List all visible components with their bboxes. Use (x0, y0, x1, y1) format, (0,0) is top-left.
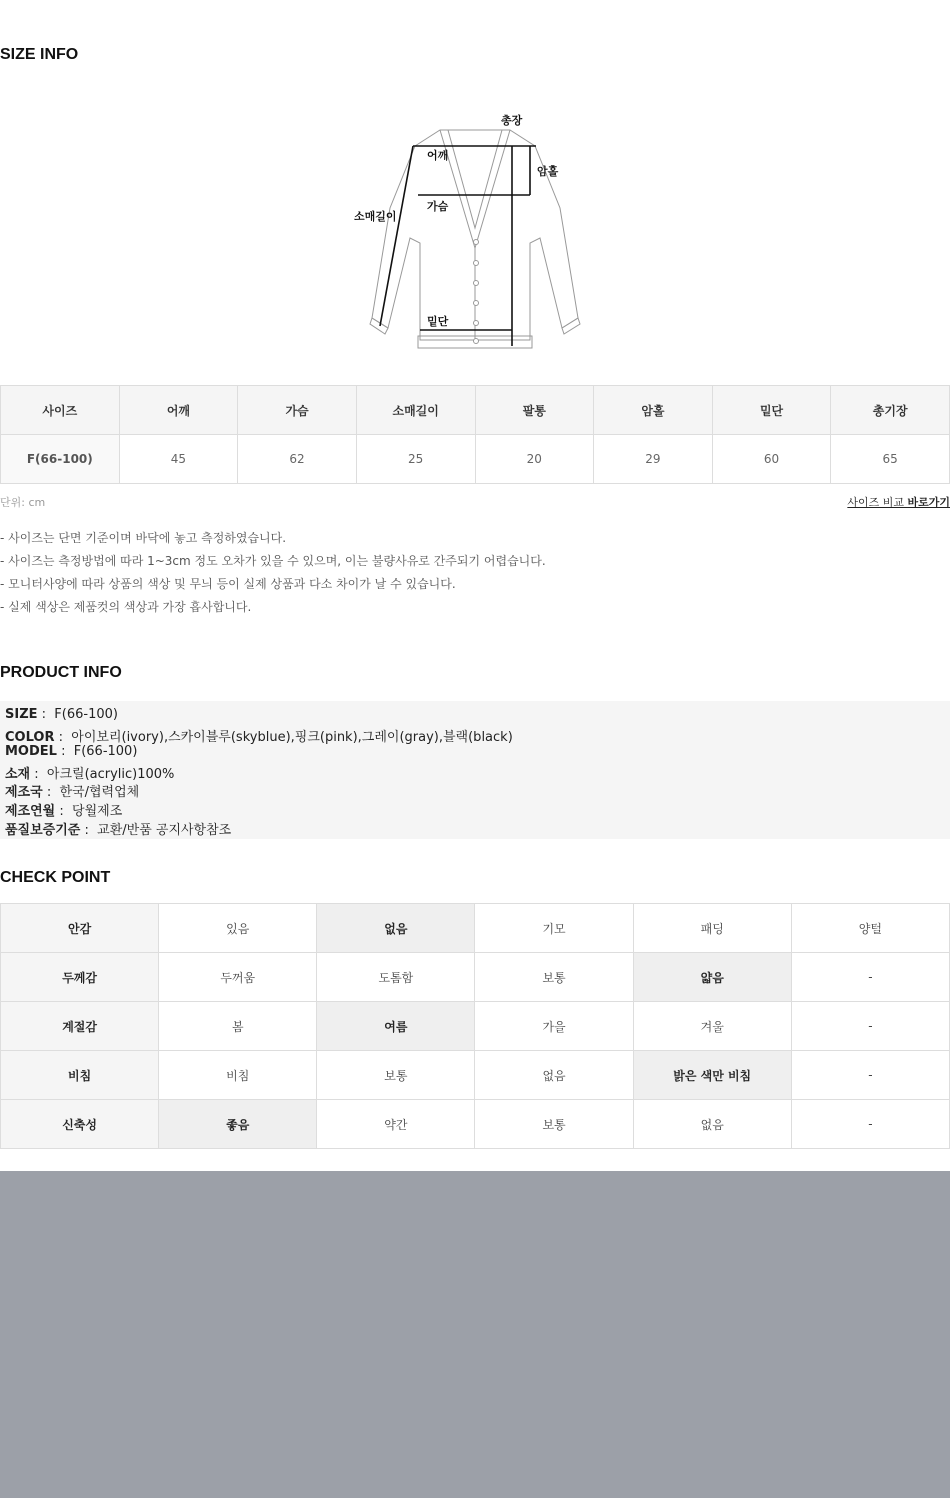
product-info-title: PRODUCT INFO (0, 664, 122, 681)
check-option-selected: 여름 (317, 1002, 475, 1051)
product-info-label: MODEL (5, 744, 57, 759)
value-cell: 20 (475, 435, 594, 484)
product-info-box (0, 701, 950, 839)
product-info-label: 소재 (5, 767, 31, 782)
header-cell: 팔통 (475, 386, 594, 435)
note-line: - 실제 색상은 제품컷의 색상과 가장 흡사합니다. (0, 600, 252, 614)
check-option: 없음 (633, 1100, 791, 1149)
product-info-value: 아이보리(ivory),스카이블루(skyblue),핑크(pink),그레이(gray),블랙(black) (71, 730, 513, 745)
header-cell: 어깨 (119, 386, 238, 435)
check-option-selected: 없음 (317, 904, 475, 953)
label-shoulder: 어깨 (427, 149, 449, 162)
note-line: - 모니터사양에 따라 상품의 색상 및 무늬 등이 실제 상품과 다소 차이가 날 수 있습니다. (0, 577, 456, 591)
label-sleeve: 소매길이 (354, 210, 397, 223)
product-info-label: 제조연월 (5, 804, 56, 819)
product-info-row: 제조연월 : 당월제조 (5, 804, 123, 819)
check-option: 기모 (475, 904, 633, 953)
product-info-row: 품질보증기준 : 교환/반품 공지사항참조 (5, 823, 232, 838)
table-row (1, 435, 950, 484)
label-hem: 밑단 (427, 315, 449, 328)
header-cell: 암홀 (594, 386, 713, 435)
check-label: 안감 (1, 904, 159, 953)
product-info-label: 제조국 (5, 785, 43, 800)
header-cell: 소매길이 (356, 386, 475, 435)
size-table-header (1, 386, 950, 435)
size-notes (0, 527, 546, 619)
cardigan-size-diagram (340, 108, 600, 358)
table-row (1, 1051, 950, 1100)
check-option: - (791, 1100, 949, 1149)
check-option: 겨울 (633, 1002, 791, 1051)
product-info-label: SIZE (5, 707, 38, 722)
value-cell: 65 (831, 435, 950, 484)
product-info-value: 한국/협력업체 (59, 785, 140, 800)
check-label: 두께감 (1, 953, 159, 1002)
cardigan-illustration (340, 108, 600, 358)
check-option: 있음 (159, 904, 317, 953)
check-option: 보통 (475, 953, 633, 1002)
product-info-value: 교환/반품 공지사항참조 (97, 823, 232, 838)
product-info-label: 품질보증기준 (5, 823, 81, 838)
label-chest: 가슴 (427, 200, 449, 213)
product-info-value: 아크릴(acrylic)100% (46, 767, 175, 782)
check-option: 없음 (475, 1051, 633, 1100)
table-row (1, 904, 950, 953)
value-cell: 62 (238, 435, 357, 484)
note-line: - 사이즈는 단면 기준이며 바닥에 놓고 측정하였습니다. (0, 531, 287, 545)
table-row (1, 1100, 950, 1149)
value-cell: 45 (119, 435, 238, 484)
check-option: - (791, 1002, 949, 1051)
header-cell: 가슴 (238, 386, 357, 435)
check-option: 두꺼움 (159, 953, 317, 1002)
table-row (1, 1002, 950, 1051)
check-option: 약간 (317, 1100, 475, 1149)
product-info-label: COLOR (5, 730, 55, 745)
check-option-selected: 얇음 (633, 953, 791, 1002)
image-placeholder-area (0, 1171, 950, 1498)
compare-link-text: 바로가기 (907, 496, 950, 509)
value-cell: 60 (712, 435, 831, 484)
table-row (1, 953, 950, 1002)
check-option: - (791, 953, 949, 1002)
value-cell: 25 (356, 435, 475, 484)
check-option: - (791, 1051, 949, 1100)
product-info-row: 제조국 : 한국/협력업체 (5, 785, 140, 800)
check-option: 비침 (159, 1051, 317, 1100)
product-info-row: MODEL : F(66-100) (5, 744, 138, 759)
check-option: 가을 (475, 1002, 633, 1051)
check-label: 비침 (1, 1051, 159, 1100)
label-total-length: 총장 (501, 114, 523, 127)
check-option: 봄 (159, 1002, 317, 1051)
product-info-value: 당월제조 (72, 804, 123, 819)
check-label: 신축성 (1, 1100, 159, 1149)
check-point-title: CHECK POINT (0, 869, 111, 886)
unit-label: 단위: cm (0, 496, 46, 509)
check-point-table (0, 903, 950, 1149)
header-cell: 사이즈 (1, 386, 120, 435)
check-label: 계절감 (1, 1002, 159, 1051)
note-line: - 사이즈는 측정방법에 따라 1~3cm 정도 오차가 있을 수 있으며, 이는 불량사유로 간주되기 어렵습니다. (0, 554, 546, 568)
header-cell: 총기장 (831, 386, 950, 435)
product-info-row: 소재 : 아크릴(acrylic)100% (5, 767, 175, 782)
check-option: 보통 (317, 1051, 475, 1100)
size-compare-link[interactable] (847, 494, 950, 510)
check-option: 도톰함 (317, 953, 475, 1002)
header-cell: 밑단 (712, 386, 831, 435)
size-table (0, 385, 950, 484)
product-info-value: F(66-100) (54, 707, 118, 722)
product-info-value: F(66-100) (73, 744, 138, 759)
compare-prefix: 사이즈 비교 (847, 496, 904, 509)
size-info-title: SIZE INFO (0, 46, 79, 63)
check-option: 보통 (475, 1100, 633, 1149)
check-option: 양털 (791, 904, 949, 953)
value-cell: 29 (594, 435, 713, 484)
product-info-row: COLOR : 아이보리(ivory),스카이블루(skyblue),핑크(pink),그레이(gray),블랙(black) (5, 730, 513, 745)
label-armhole: 암홀 (537, 165, 559, 178)
check-option-selected: 좋음 (159, 1100, 317, 1149)
check-option-selected: 밝은 색만 비침 (633, 1051, 791, 1100)
size-cell: F(66-100) (1, 435, 120, 484)
check-option: 패딩 (633, 904, 791, 953)
product-info-row: SIZE : F(66-100) (5, 707, 118, 722)
